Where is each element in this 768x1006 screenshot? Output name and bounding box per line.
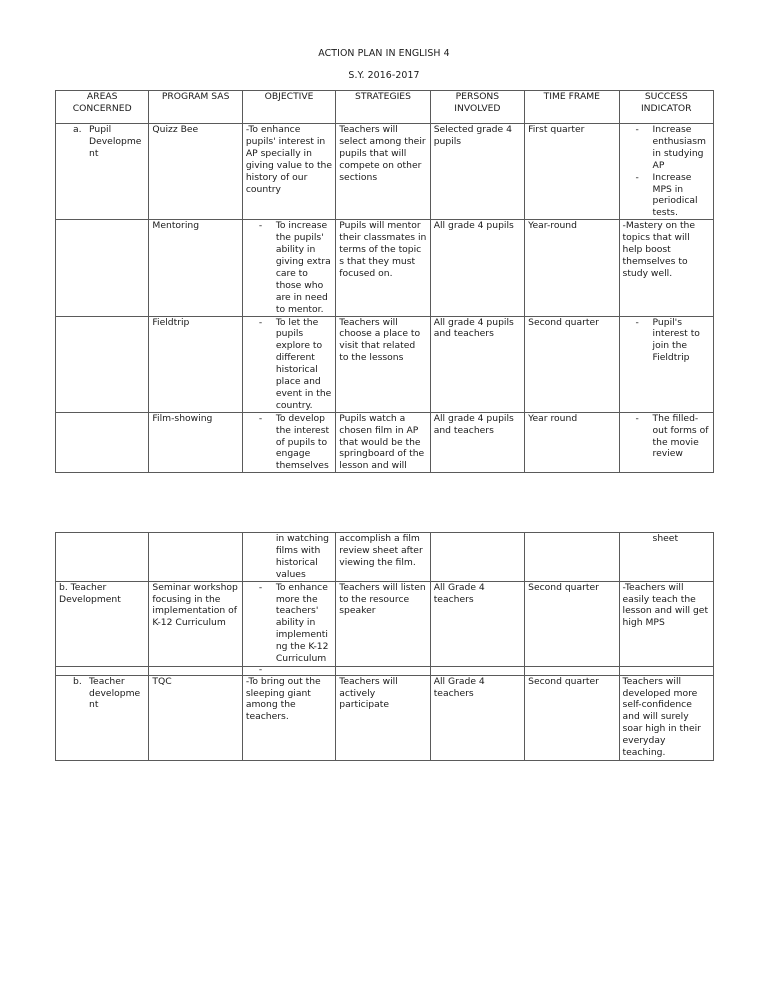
table-row (56, 412, 714, 473)
cell-objective (242, 666, 335, 675)
cell-success (619, 124, 713, 220)
cell-area (56, 675, 149, 760)
cell-strategies: Pupils watch a chosen film in AP that would be the springboard of the lesson and will (336, 412, 430, 473)
success-continued: sheet (652, 533, 679, 544)
cell-program (149, 666, 242, 675)
table-row (56, 533, 714, 582)
cell-objective (242, 533, 335, 582)
cell-success (619, 666, 713, 675)
header-program: PROGRAM SAS (149, 91, 242, 124)
cell-area: b. Teacher Development (56, 581, 149, 666)
success-item: - Increase enthusiasm in studying AP (623, 124, 710, 172)
cell-objective (242, 220, 335, 316)
cell-program: Seminar workshop focusing in the implementation of K-12 Curriculum (149, 581, 242, 666)
cell-strategies: Teachers will select among their pupils that will compete on other sections (336, 124, 430, 220)
objective-item: - To develop the interest of pupils to engage themselves (246, 413, 332, 473)
cell-strategies: Pupils will mentor their classmates in terms of the topic s that they must focused on. (336, 220, 430, 316)
cell-time (525, 666, 619, 675)
cell-time: Year-round (525, 220, 619, 316)
cell-persons: All grade 4 pupils and teachers (430, 412, 524, 473)
cell-objective (242, 412, 335, 473)
table-row (56, 675, 714, 760)
cell-persons (430, 666, 524, 675)
cell-objective: -To bring out the sleeping giant among the teachers. (242, 675, 335, 760)
cell-persons: All Grade 4 teachers (430, 581, 524, 666)
list-marker: a. (73, 124, 82, 135)
cell-area (56, 124, 149, 220)
cell-success (619, 316, 713, 412)
cell-area (56, 533, 149, 582)
cell-success: -Teachers will easily teach the lesson and will get high MPS (619, 581, 713, 666)
action-plan-table-part-1 (55, 90, 714, 473)
cell-time: Second quarter (525, 675, 619, 760)
header-strategies: STRATEGIES (336, 91, 430, 124)
cell-persons: All grade 4 pupils (430, 220, 524, 316)
cell-strategies: accomplish a film review sheet after viewing the film. (336, 533, 430, 582)
objective-item: - To let the pupils explore to different historical place and event in the country. (246, 317, 332, 412)
cell-strategies: Teachers will choose a place to visit that related to the lessons (336, 316, 430, 412)
header-time: TIME FRAME (525, 91, 619, 124)
cell-area (56, 316, 149, 412)
cell-persons: All grade 4 pupils and teachers (430, 316, 524, 412)
cell-objective: -To enhance pupils' interest in AP specially in giving value to the history of our country (242, 124, 335, 220)
cell-program (149, 533, 242, 582)
area-text: Pupil Developme nt (89, 124, 142, 159)
cell-program: Quizz Bee (149, 124, 242, 220)
header-objective: OBJECTIVE (242, 91, 335, 124)
objective-item: - To increase the pupils' ability in giving extra care to those who are in need to mentor. (246, 220, 332, 315)
cell-program: Fieldtrip (149, 316, 242, 412)
cell-persons: All Grade 4 teachers (430, 675, 524, 760)
header-success: SUCCESS INDICATOR (619, 91, 713, 124)
cell-time: Second quarter (525, 316, 619, 412)
action-plan-table-part-2 (55, 532, 714, 761)
cell-time (525, 533, 619, 582)
cell-strategies (336, 666, 430, 675)
table-header-row (56, 91, 714, 124)
table-row (56, 220, 714, 316)
cell-time: First quarter (525, 124, 619, 220)
empty-bullet (246, 667, 332, 675)
cell-program: Mentoring (149, 220, 242, 316)
cell-program: Film-showing (149, 412, 242, 473)
cell-success: -Mastery on the topics that will help boost themselves to study well. (619, 220, 713, 316)
success-item: - The filled-out forms of the movie review (623, 413, 710, 461)
cell-objective (242, 316, 335, 412)
cell-time: Second quarter (525, 581, 619, 666)
area-text: Teacher developme nt (89, 675, 141, 711)
table-row (56, 316, 714, 412)
cell-success (619, 533, 713, 582)
cell-strategies: Teachers will actively participate (336, 675, 430, 760)
cell-strategies: Teachers will listen to the resource speaker (336, 581, 430, 666)
cell-success (619, 412, 713, 473)
list-marker: b. (73, 675, 82, 687)
success-item: - Pupil's interest to join the Fieldtrip (623, 317, 710, 365)
cell-area (56, 412, 149, 473)
table-row (56, 581, 714, 666)
objective-continued: in watching films with historical values (275, 533, 329, 580)
cell-time: Year round (525, 412, 619, 473)
header-areas: AREAS CONCERNED (56, 91, 149, 124)
cell-persons (430, 533, 524, 582)
table-row (56, 666, 714, 675)
cell-persons: Selected grade 4 pupils (430, 124, 524, 220)
cell-area (56, 666, 149, 675)
table-row (56, 124, 714, 220)
cell-program: TQC (149, 675, 242, 760)
cell-success: Teachers will developed more self-confidence and will surely soar high in their everyday teaching. (619, 675, 713, 760)
document-title: ACTION PLAN IN ENGLISH 4 (318, 48, 450, 59)
success-item: - Increase MPS in periodical tests. (623, 172, 710, 220)
school-year: S.Y. 2016-2017 (348, 70, 420, 81)
header-persons: PERSONS INVOLVED (430, 91, 524, 124)
cell-area (56, 220, 149, 316)
objective-item: - To enhance more the teachers' ability in implementi ng the K-12 Curriculum (246, 582, 332, 665)
cell-objective (242, 581, 335, 666)
